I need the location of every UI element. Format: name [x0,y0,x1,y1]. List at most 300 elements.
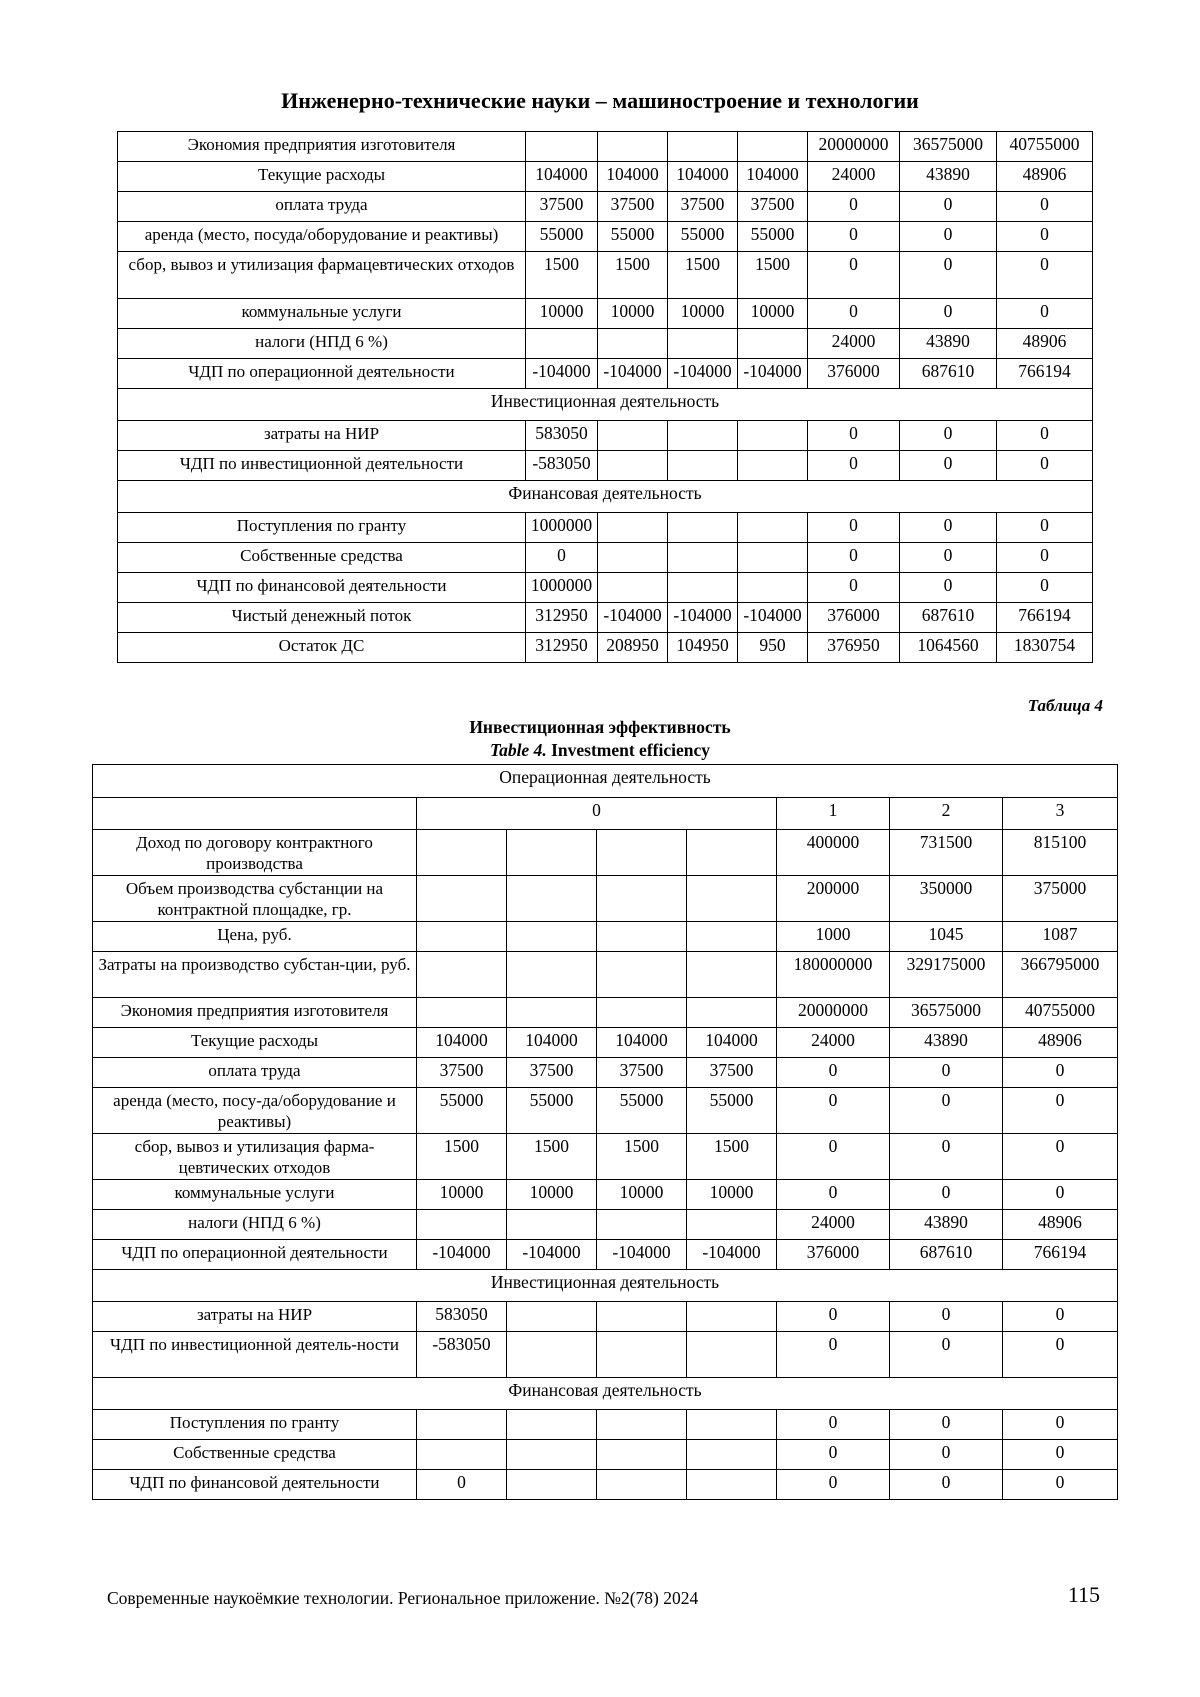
table-section-row [118,389,1093,421]
value-cell: 1830754 [997,633,1093,663]
table-row [93,952,1118,998]
row-label: коммунальные услуги [118,299,526,329]
value-cell [597,1410,687,1440]
value-cell: -583050 [417,1332,507,1378]
value-cell: 24000 [808,329,900,359]
table-row [118,132,1093,162]
value-cell: 0 [890,1440,1003,1470]
value-cell [687,952,777,998]
value-cell [687,1302,777,1332]
value-cell: 687610 [900,359,997,389]
value-cell: 0 [777,1302,890,1332]
value-cell: -104000 [598,359,668,389]
cash-flow-table [117,131,1093,663]
value-cell: 0 [900,421,997,451]
section-heading: Финансовая деятельность [93,1378,1118,1410]
table-title: Инвестиционная эффективность [469,717,731,737]
value-cell: 0 [808,543,900,573]
value-cell: 20000000 [808,132,900,162]
row-label: ЧДП по операционной деятельности [118,359,526,389]
table-row [93,1058,1118,1088]
value-cell: 1500 [738,252,808,299]
value-cell: 55000 [417,1088,507,1134]
value-cell: 55000 [597,1088,687,1134]
value-cell [687,998,777,1028]
value-cell: 10000 [687,1180,777,1210]
year-header-cell: 2 [890,798,1003,830]
value-cell: 0 [997,543,1093,573]
value-cell [598,543,668,573]
table-row [118,299,1093,329]
value-cell: -104000 [738,603,808,633]
row-label: коммунальные услуги [93,1180,417,1210]
value-cell [417,830,507,876]
value-cell: 48906 [1003,1210,1118,1240]
table-title-en-text: Investment efficiency [551,740,710,760]
value-cell: 0 [808,421,900,451]
value-cell: 43890 [900,329,997,359]
value-cell: 55000 [598,222,668,252]
value-cell: 687610 [900,603,997,633]
row-label: Объем производства субстанции на контрактной площадке, гр. [93,876,417,922]
row-label: аренда (место, посуда/оборудование и реактивы) [118,222,526,252]
row-label: Экономия предприятия изготовителя [93,998,417,1028]
table-row [118,192,1093,222]
table-row [118,222,1093,252]
value-cell: 48906 [997,329,1093,359]
value-cell: 37500 [417,1058,507,1088]
table-title-en-prefix: Table 4. [489,740,547,760]
value-cell: 0 [417,1470,507,1500]
table-number: Таблица 4 [1027,696,1103,715]
value-cell: 400000 [777,830,890,876]
value-cell [417,998,507,1028]
value-cell [598,132,668,162]
value-cell [668,421,738,451]
value-cell: 0 [1003,1058,1118,1088]
value-cell: 10000 [668,299,738,329]
value-cell: 37500 [597,1058,687,1088]
value-cell [598,451,668,481]
value-cell: 0 [997,573,1093,603]
value-cell [526,329,598,359]
row-label: Остаток ДС [118,633,526,663]
value-cell [687,1410,777,1440]
value-cell: 104950 [668,633,738,663]
row-label: оплата труда [118,192,526,222]
value-cell: 0 [900,222,997,252]
value-cell: 0 [1003,1302,1118,1332]
value-cell: 36575000 [890,998,1003,1028]
value-cell [507,998,597,1028]
value-cell: 0 [1003,1180,1118,1210]
value-cell: 10000 [507,1180,597,1210]
value-cell [738,132,808,162]
value-cell: 20000000 [777,998,890,1028]
row-label: аренда (место, посу-да/оборудование и реактивы) [93,1088,417,1134]
value-cell [597,830,687,876]
value-cell: 37500 [738,192,808,222]
value-cell: 687610 [890,1240,1003,1270]
row-label: Собственные средства [93,1440,417,1470]
value-cell [668,451,738,481]
table-row [93,998,1118,1028]
running-header: Инженерно-технические науки – машиностроение и технологии [281,88,919,113]
value-cell [417,952,507,998]
row-label: затраты на НИР [118,421,526,451]
value-cell: 48906 [997,162,1093,192]
value-cell [687,922,777,952]
value-cell: 329175000 [890,952,1003,998]
table-row [93,1470,1118,1500]
value-cell [417,1210,507,1240]
row-label: Цена, руб. [93,922,417,952]
row-label: ЧДП по операционной деятельности [93,1240,417,1270]
value-cell: 24000 [808,162,900,192]
value-cell: 376950 [808,633,900,663]
section-heading: Инвестиционная деятельность [93,1270,1118,1302]
row-label: Затраты на производство субстан-ции, руб. [93,952,417,998]
value-cell: -104000 [417,1240,507,1270]
value-cell: 375000 [1003,876,1118,922]
value-cell: 0 [1003,1332,1118,1378]
value-cell: 37500 [507,1058,597,1088]
table-title-en [0,740,1200,761]
value-cell: 0 [890,1088,1003,1134]
table-row [93,1028,1118,1058]
value-cell [598,573,668,603]
value-cell: -104000 [597,1240,687,1270]
value-cell: 376000 [808,603,900,633]
value-cell: 0 [997,252,1093,299]
value-cell [738,329,808,359]
table-row [93,922,1118,952]
table-row [118,543,1093,573]
value-cell: 208950 [598,633,668,663]
value-cell: 0 [1003,1134,1118,1180]
value-cell: 55000 [738,222,808,252]
value-cell: 37500 [526,192,598,222]
value-cell: 104000 [598,162,668,192]
value-cell [687,1470,777,1500]
row-label: Чистый денежный поток [118,603,526,633]
table-row [118,162,1093,192]
value-cell: 731500 [890,830,1003,876]
table-row [118,451,1093,481]
value-cell: 43890 [890,1028,1003,1058]
row-label: Доход по договору контрактного производства [93,830,417,876]
value-cell: 40755000 [1003,998,1118,1028]
row-label: налоги (НПД 6 %) [118,329,526,359]
value-cell: 1045 [890,922,1003,952]
table-row [118,421,1093,451]
value-cell [668,573,738,603]
value-cell: 366795000 [1003,952,1118,998]
value-cell: 0 [900,543,997,573]
value-cell: 200000 [777,876,890,922]
value-cell: 1000 [777,922,890,952]
table-row [118,252,1093,299]
value-cell [507,922,597,952]
section-heading: Финансовая деятельность [118,481,1093,513]
row-label: оплата труда [93,1058,417,1088]
table-section-row [118,481,1093,513]
value-cell [668,132,738,162]
table-section-row [93,1270,1118,1302]
value-cell [507,830,597,876]
table-row [118,513,1093,543]
value-cell: 0 [900,451,997,481]
value-cell [597,1332,687,1378]
value-cell [597,922,687,952]
value-cell: 0 [1003,1088,1118,1134]
value-cell: -104000 [507,1240,597,1270]
value-cell: 55000 [668,222,738,252]
value-cell [507,1440,597,1470]
table-row [93,1302,1118,1332]
value-cell: 0 [890,1180,1003,1210]
table-row [118,359,1093,389]
value-cell: 10000 [738,299,808,329]
value-cell: 0 [997,451,1093,481]
value-cell: 766194 [997,359,1093,389]
value-cell: 1500 [507,1134,597,1180]
value-cell [687,1210,777,1240]
value-cell: 24000 [777,1028,890,1058]
value-cell: 0 [777,1332,890,1378]
value-cell [598,329,668,359]
value-cell: 43890 [900,162,997,192]
value-cell: 0 [526,543,598,573]
value-cell: 10000 [526,299,598,329]
value-cell: 1500 [598,252,668,299]
value-cell: 180000000 [777,952,890,998]
value-cell: 37500 [687,1058,777,1088]
value-cell: 10000 [597,1180,687,1210]
value-cell: 104000 [417,1028,507,1058]
table-row [118,603,1093,633]
value-cell: 0 [777,1134,890,1180]
value-cell: 1000000 [526,573,598,603]
value-cell [507,1210,597,1240]
table-row [118,633,1093,663]
table-row [93,830,1118,876]
value-cell: 350000 [890,876,1003,922]
value-cell [738,573,808,603]
value-cell [507,1410,597,1440]
value-cell: 376000 [777,1240,890,1270]
value-cell: 0 [777,1410,890,1440]
investment-efficiency-table [92,764,1118,1500]
value-cell: 583050 [526,421,598,451]
row-label: ЧДП по финансовой деятельности [93,1470,417,1500]
value-cell: 0 [1003,1410,1118,1440]
value-cell: 0 [808,513,900,543]
value-cell [597,1470,687,1500]
value-cell: 104000 [668,162,738,192]
value-cell: 0 [890,1058,1003,1088]
table-row [93,1410,1118,1440]
year-header-cell: 0 [417,798,777,830]
value-cell [507,952,597,998]
value-cell [507,1302,597,1332]
row-label: Текущие расходы [118,162,526,192]
row-label: затраты на НИР [93,1302,417,1332]
value-cell: 0 [777,1088,890,1134]
value-cell: 1064560 [900,633,997,663]
value-cell: 0 [900,299,997,329]
value-cell [668,513,738,543]
value-cell: 55000 [687,1088,777,1134]
section-heading: Инвестиционная деятельность [118,389,1093,421]
value-cell: 0 [808,299,900,329]
value-cell: -104000 [668,359,738,389]
table-row [93,1332,1118,1378]
table-row [93,1134,1118,1180]
value-cell [597,1440,687,1470]
value-cell [597,1302,687,1332]
value-cell [417,922,507,952]
value-cell [738,451,808,481]
value-cell [668,329,738,359]
value-cell: 0 [997,421,1093,451]
value-cell: 1500 [417,1134,507,1180]
row-label: Собственные средства [118,543,526,573]
table-row [93,1240,1118,1270]
value-cell: 0 [997,192,1093,222]
value-cell: 104000 [687,1028,777,1058]
investment-efficiency-table-body [93,765,1118,1500]
value-cell: 0 [900,573,997,603]
value-cell [417,876,507,922]
table-row [93,876,1118,922]
value-cell [597,876,687,922]
value-cell: 0 [997,513,1093,543]
value-cell: 104000 [526,162,598,192]
value-cell: 0 [808,451,900,481]
value-cell: 104000 [507,1028,597,1058]
row-label: сбор, вывоз и утилизация фарма-цевтических отходов [93,1134,417,1180]
value-cell: 950 [738,633,808,663]
value-cell: 0 [1003,1470,1118,1500]
table-row [93,1210,1118,1240]
value-cell: 0 [808,252,900,299]
value-cell [597,952,687,998]
value-cell: 0 [777,1440,890,1470]
value-cell: -104000 [598,603,668,633]
value-cell: 43890 [890,1210,1003,1240]
value-cell: 55000 [507,1088,597,1134]
value-cell: 583050 [417,1302,507,1332]
value-cell [597,1210,687,1240]
value-cell: 0 [890,1410,1003,1440]
value-cell: 0 [997,222,1093,252]
row-label: Поступления по гранту [93,1410,417,1440]
value-cell [597,998,687,1028]
value-cell: 1500 [526,252,598,299]
value-cell: 766194 [997,603,1093,633]
value-cell: 40755000 [997,132,1093,162]
value-cell: 312950 [526,603,598,633]
value-cell: 1087 [1003,922,1118,952]
value-cell: -104000 [738,359,808,389]
row-label: сбор, вывоз и утилизация фармацевтических отходов [118,252,526,299]
value-cell: -104000 [668,603,738,633]
value-cell [417,1410,507,1440]
row-label: налоги (НПД 6 %) [93,1210,417,1240]
value-cell: 0 [900,513,997,543]
value-cell [507,1332,597,1378]
value-cell: 312950 [526,633,598,663]
row-label: Текущие расходы [93,1028,417,1058]
value-cell: 37500 [598,192,668,222]
value-cell: 376000 [808,359,900,389]
value-cell: 1500 [668,252,738,299]
value-cell: 104000 [597,1028,687,1058]
value-cell: -583050 [526,451,598,481]
value-cell: 36575000 [900,132,997,162]
value-cell: 815100 [1003,830,1118,876]
value-cell: 0 [890,1302,1003,1332]
value-cell: 0 [997,299,1093,329]
row-label: Экономия предприятия изготовителя [118,132,526,162]
table-row [93,1440,1118,1470]
table-row [93,1180,1118,1210]
section-heading: Операционная деятельность [93,765,1118,798]
value-cell: 766194 [1003,1240,1118,1270]
value-cell: 10000 [598,299,668,329]
value-cell [687,1332,777,1378]
table-row [93,1088,1118,1134]
value-cell [507,876,597,922]
row-label: ЧДП по финансовой деятельности [118,573,526,603]
value-cell: 48906 [1003,1028,1118,1058]
value-cell: 0 [1003,1440,1118,1470]
value-cell: 1500 [687,1134,777,1180]
value-cell: 0 [808,192,900,222]
journal-footer: Современные наукоёмкие технологии. Региональное приложение. №2(78) 2024 [107,1588,699,1608]
row-label: ЧДП по инвестиционной деятель-ности [93,1332,417,1378]
value-cell: 0 [777,1180,890,1210]
value-cell: -104000 [687,1240,777,1270]
value-cell: 0 [890,1134,1003,1180]
value-cell [598,421,668,451]
value-cell: 1000000 [526,513,598,543]
row-label: Поступления по гранту [118,513,526,543]
value-cell [687,830,777,876]
value-cell: 104000 [738,162,808,192]
table-row [118,329,1093,359]
table-row [118,573,1093,603]
year-header-cell: 1 [777,798,890,830]
value-cell: 55000 [526,222,598,252]
cash-flow-table-body [118,132,1093,663]
value-cell: 24000 [777,1210,890,1240]
value-cell [738,543,808,573]
table-section-row [93,1378,1118,1410]
value-cell [526,132,598,162]
value-cell [687,876,777,922]
value-cell [668,543,738,573]
value-cell: 0 [890,1470,1003,1500]
value-cell [598,513,668,543]
value-cell [507,1470,597,1500]
value-cell: 0 [890,1332,1003,1378]
value-cell [738,513,808,543]
value-cell [417,1440,507,1470]
value-cell: 37500 [668,192,738,222]
value-cell: 0 [777,1058,890,1088]
